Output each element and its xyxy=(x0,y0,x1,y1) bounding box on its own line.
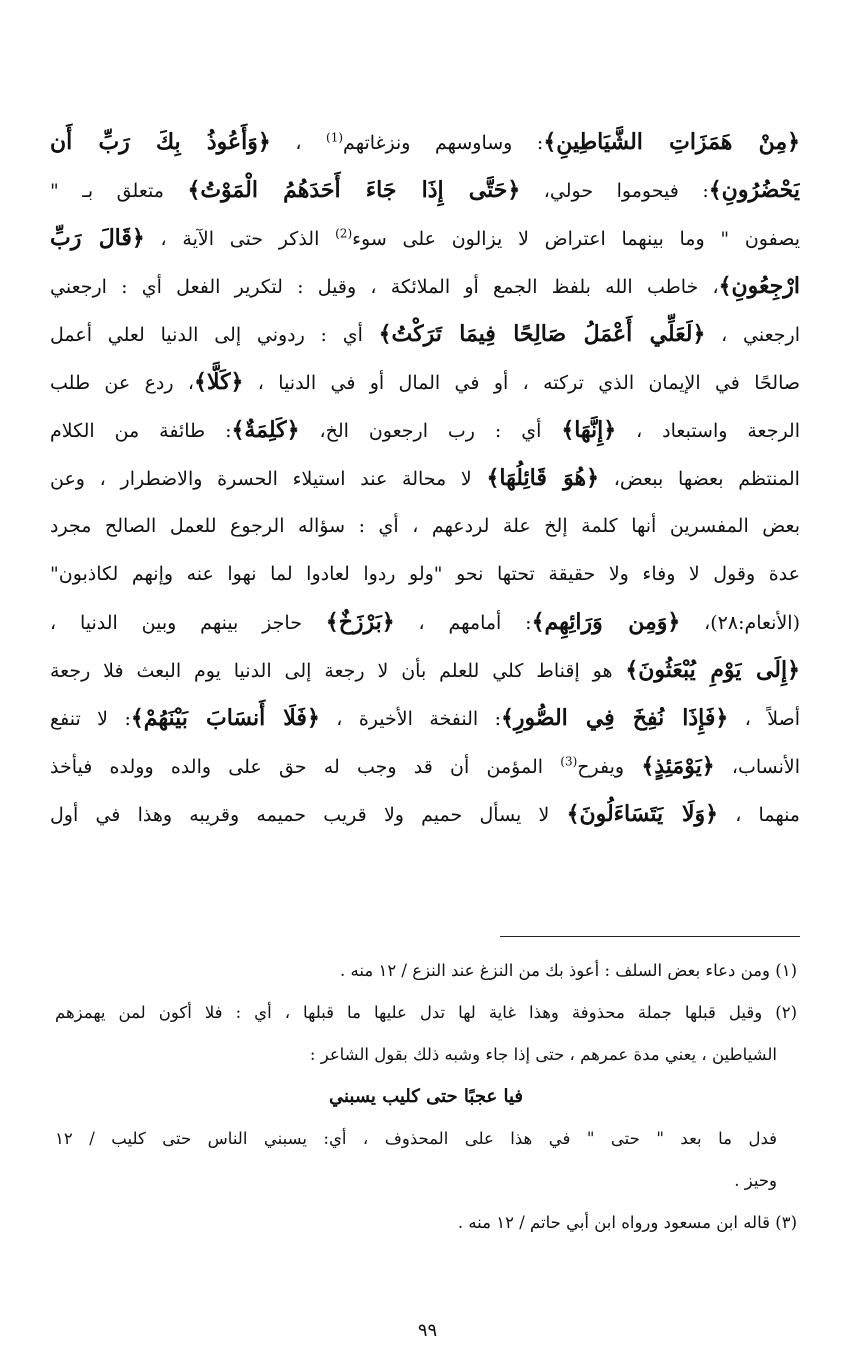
commentary-text: متعلق بـ " xyxy=(50,180,188,202)
quran-verse: ﴿وَلَا يَتَسَاءَلُونَ﴾ xyxy=(566,801,718,827)
commentary-text: ، ردع عن طلب xyxy=(50,372,195,394)
commentary-text: : لا تنفع xyxy=(50,708,131,730)
text-line xyxy=(50,742,800,790)
commentary-text: بعض المفسرين أنها كلمة إلخ علة لردعهم ، أي : سؤاله الرجوع للعمل الصالح مجرد xyxy=(50,515,800,537)
quran-verse: ﴿هُوَ قَائِلُهَا﴾ xyxy=(486,465,600,491)
commentary-text: حاجز بينهم وبين الدنيا ، xyxy=(50,612,326,634)
text-line xyxy=(50,598,800,646)
text-line xyxy=(50,406,800,454)
commentary-text: منهما ، xyxy=(718,804,800,826)
quran-verse: يَحْضُرُونِ﴾ xyxy=(708,177,800,203)
commentary-text: لا يسأل حميم ولا قريب حميمه وقريبه وهذا في أول xyxy=(50,804,567,826)
text-line xyxy=(50,118,800,166)
quran-verse: ارْجِعُونِ﴾ xyxy=(718,273,800,299)
quran-verse: ﴿وَمِن وَرَائِهِم﴾ xyxy=(531,609,681,635)
page-number: ٩٩ xyxy=(417,1320,438,1341)
footnotes-section xyxy=(55,950,797,1244)
footnote-line: وحيز . xyxy=(734,1171,777,1190)
commentary-text: (الأنعام:٢٨)، xyxy=(680,612,800,634)
footnote-marker: (1) xyxy=(326,130,344,145)
quran-verse: ﴿بَرْزَخٌ﴾ xyxy=(325,609,395,635)
commentary-text: ويفرح xyxy=(577,756,642,778)
commentary-text: عدة وقول لا وفاء ولا حقيقة تحتها نحو "ولو ردوا لعادوا لما نهوا عنه وإنهم لكاذبون" xyxy=(50,563,800,585)
text-line xyxy=(50,262,800,310)
text-line xyxy=(50,502,800,550)
text-line xyxy=(50,646,800,694)
commentary-text: : النفخة الأخيرة ، xyxy=(319,708,502,730)
commentary-text: : وساوسهم ونزغاتهم xyxy=(343,132,544,154)
commentary-text: لا محالة عند استيلاء الحسرة والاضطرار ، وعن xyxy=(50,468,487,490)
quran-verse: ﴿يَوْمَئِذٍ﴾ xyxy=(641,753,715,779)
footnote-line: (١) ومن دعاء بعض السلف : أعوذ بك من النزغ عند النزع / ١٢ منه . xyxy=(340,961,797,980)
footnote-line: الشياطين ، يعني مدة عمرهم ، حتى إذا جاء وشبه ذلك بقول الشاعر : xyxy=(309,1045,777,1064)
text-line xyxy=(50,166,800,214)
commentary-text: ، خاطب الله بلفظ الجمع أو الملائكة ، وقيل : لتكرير الفعل أي : ارجعني xyxy=(50,276,719,298)
text-line xyxy=(50,358,800,406)
commentary-text: الذكر حتى الآية ، xyxy=(144,228,336,250)
commentary-text: : أمامهم ، xyxy=(394,612,532,634)
commentary-text: : فيحوموا حولي، xyxy=(520,180,709,202)
commentary-text: أي : رب ارجعون الخ، xyxy=(299,420,562,442)
quran-verse: ﴿مِنْ هَمَزَاتِ الشَّيَاطِينِ﴾ xyxy=(543,129,800,155)
commentary-text: أصلاً ، xyxy=(728,708,800,730)
footnote-divider xyxy=(500,936,800,937)
text-line xyxy=(50,310,800,358)
commentary-text: ارجعني ، xyxy=(705,324,800,346)
commentary-text: ، xyxy=(270,132,327,154)
text-line xyxy=(50,694,800,742)
footnote-line: فدل ما بعد " حتى " في هذا على المحذوف ، أي: يسبني الناس حتى كليب / ١٢ xyxy=(55,1129,777,1148)
commentary-text: يصفون " وما بينهما اعتراض لا يزالون على سوء xyxy=(352,228,800,250)
quran-verse: ﴿حَتَّى إِذَا جَاءَ أَحَدَهُمُ الْمَوْتُ﴾ xyxy=(187,177,521,203)
footnote-line: (٢) وقيل قبلها جملة محذوفة وهذا غاية لها تدل عليها ما قبلها ، أي : فلا أكون لمن يهمزهم xyxy=(55,1003,797,1022)
main-body-text xyxy=(50,118,800,838)
footnote-marker: (3) xyxy=(560,754,578,769)
quran-verse: ﴿كَلَّا﴾ xyxy=(194,369,244,395)
footnote-line: (٣) قاله ابن مسعود ورواه ابن أبي حاتم / ١٢ منه . xyxy=(457,1213,797,1232)
quran-verse: ﴿إِنَّهَا﴾ xyxy=(561,417,617,443)
text-line xyxy=(50,790,800,838)
text-line xyxy=(50,454,800,502)
quran-verse: ﴿لَعَلِّي أَعْمَلُ صَالِحًا فِيمَا تَرَكْتُ﴾ xyxy=(378,321,706,347)
quran-verse: ﴿قَالَ رَبِّ xyxy=(50,225,145,251)
commentary-text: هو إقناط كلي للعلم بأن لا رجعة إلى الدنيا يوم البعث فلا رجعة xyxy=(50,660,626,682)
commentary-text: أي : ردوني إلى الدنيا لعلي أعمل xyxy=(50,324,379,346)
quran-verse: ﴿إِلَى يَوْمِ يُبْعَثُونَ﴾ xyxy=(625,657,800,683)
commentary-text: الأنساب، xyxy=(714,756,800,778)
footnote-marker: (2) xyxy=(335,226,353,241)
poetry-verse: فيا عجبًا حتى كليب يسبني xyxy=(329,1086,523,1107)
text-line xyxy=(50,550,800,598)
quran-verse: ﴿فَإِذَا نُفِخَ فِي الصُّورِ﴾ xyxy=(501,705,729,731)
commentary-text: : طائفة من الكلام xyxy=(50,420,232,442)
commentary-text: المؤمن أن قد وجب له حق على والده وولده فيأخذ xyxy=(50,756,561,778)
quran-verse: ﴿فَلَا أَنسَابَ بَيْنَهُمْ﴾ xyxy=(130,705,320,731)
commentary-text: صالحًا في الإيمان الذي تركته ، أو في المال أو في الدنيا ، xyxy=(243,372,800,394)
quran-verse: ﴿وَأَعُوذُ بِكَ رَبِّ أَن xyxy=(50,129,271,155)
commentary-text: الرجعة واستبعاد ، xyxy=(616,420,800,442)
commentary-text: المنتظم بعضها ببعض، xyxy=(599,468,800,490)
text-line xyxy=(50,214,800,262)
quran-verse: ﴿كَلِمَةٌ﴾ xyxy=(231,417,300,443)
